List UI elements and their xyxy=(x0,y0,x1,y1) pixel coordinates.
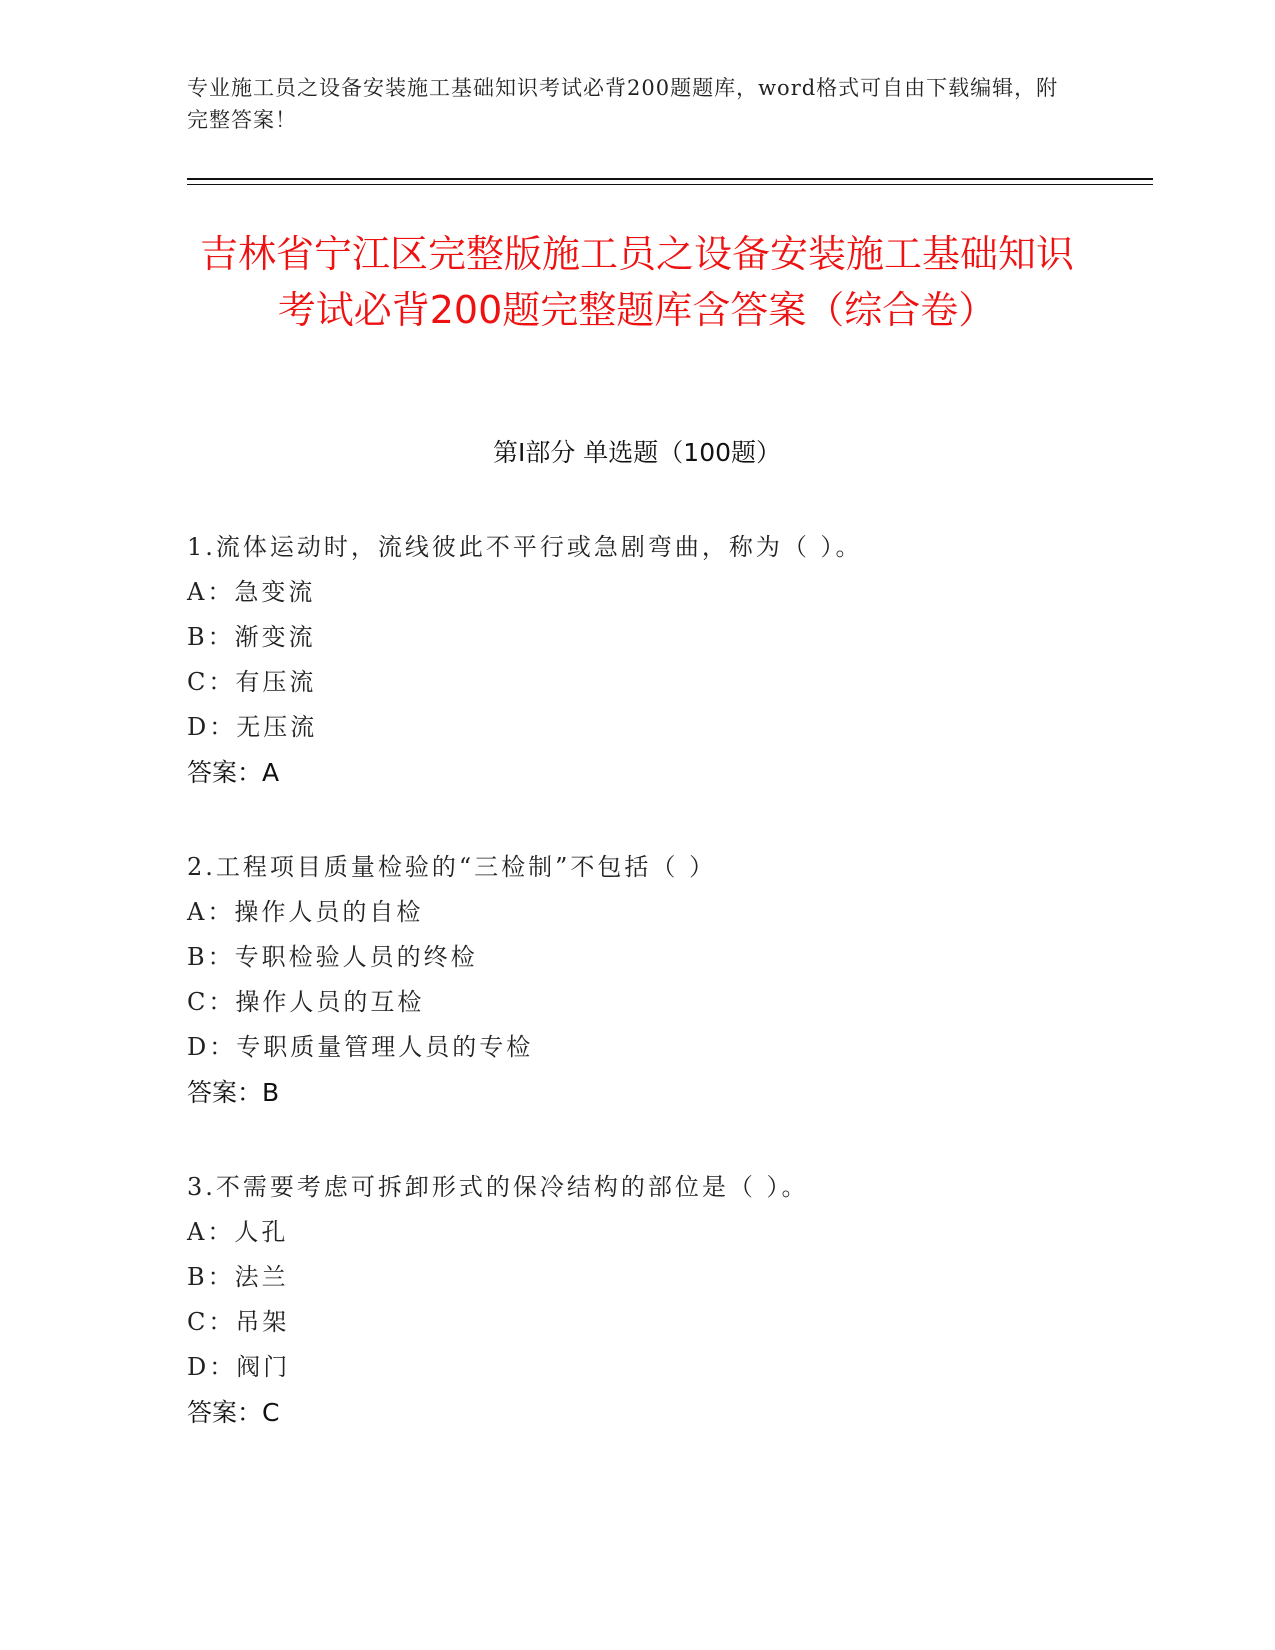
question-2 xyxy=(187,845,1087,1115)
option-d: D：无压流 xyxy=(187,713,318,741)
option-c: C：操作人员的互检 xyxy=(187,988,425,1016)
question-stem: 1.流体运动时，流线彼此不平行或急剧弯曲，称为（ ）。 xyxy=(187,533,863,561)
option-a: A：操作人员的自检 xyxy=(187,898,424,926)
document-title: 吉林省宁江区完整版施工员之设备安装施工基础知识考试必背200题完整题库含答案（综合卷） xyxy=(199,232,1074,332)
option-d: D：专职质量管理人员的专检 xyxy=(187,1033,534,1061)
answer: 答案：A xyxy=(187,758,280,787)
header-note: 专业施工员之设备安装施工基础知识考试必背200题题库，word格式可自由下载编辑，附完整答案！ xyxy=(187,76,1059,132)
option-b: B：渐变流 xyxy=(187,623,316,651)
option-d: D：阀门 xyxy=(187,1353,291,1381)
answer: 答案：B xyxy=(187,1078,280,1107)
answer: 答案：C xyxy=(187,1398,280,1427)
option-b: B：法兰 xyxy=(187,1263,289,1291)
option-a: A：急变流 xyxy=(187,578,316,606)
option-c: C：吊架 xyxy=(187,1308,290,1336)
question-stem: 3.不需要考虑可拆卸形式的保冷结构的部位是（ ）。 xyxy=(187,1173,809,1201)
header-rule-thick xyxy=(187,178,1153,180)
option-a: A：人孔 xyxy=(187,1218,289,1246)
option-b: B：专职检验人员的终检 xyxy=(187,943,478,971)
question-1 xyxy=(187,525,1087,795)
question-stem: 2.工程项目质量检验的“三检制”不包括（ ） xyxy=(187,853,717,881)
question-3 xyxy=(187,1165,1087,1435)
header-rule-thin xyxy=(187,184,1153,185)
section-heading: 第I部分 单选题（100题） xyxy=(492,438,782,467)
question-list xyxy=(187,525,1087,1485)
option-c: C：有压流 xyxy=(187,668,317,696)
